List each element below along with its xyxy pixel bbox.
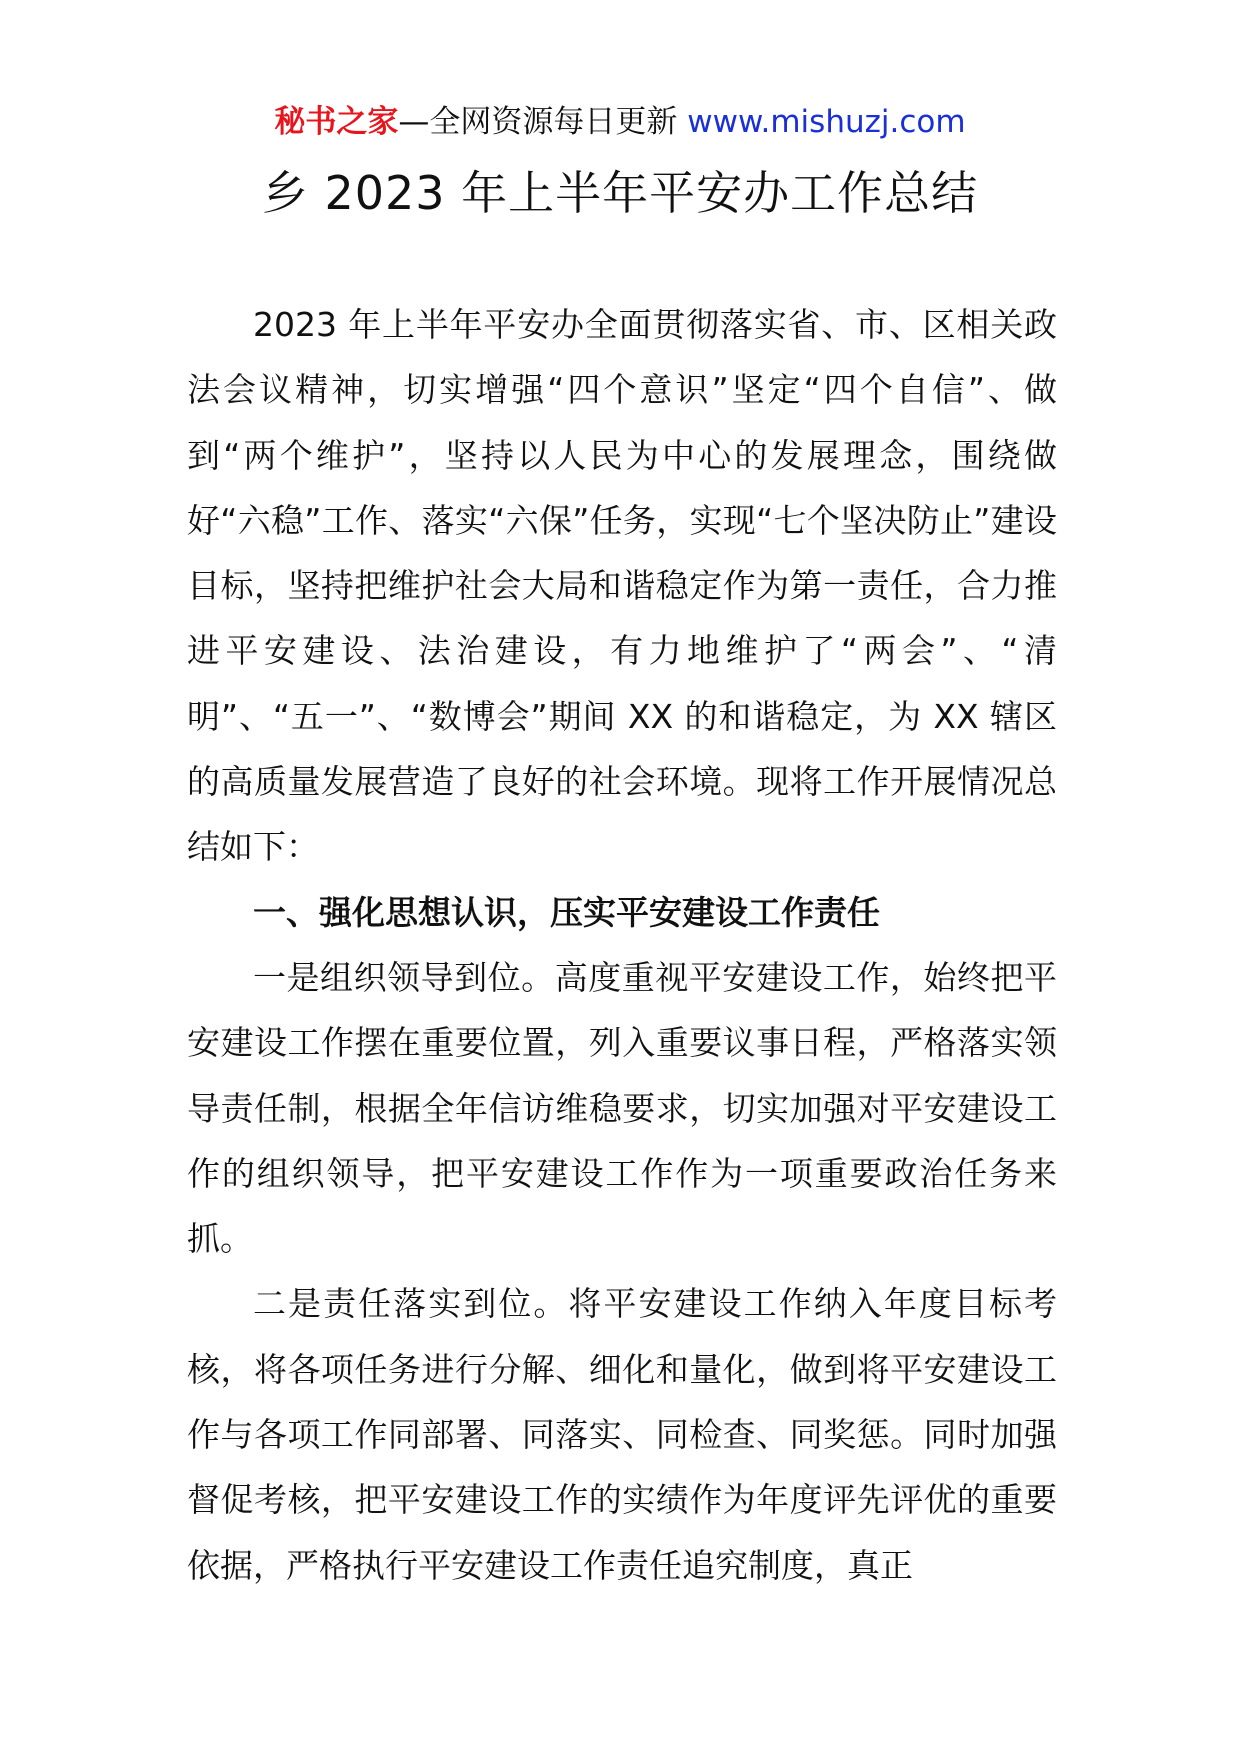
document-title: 乡 2023 年上半年平安办工作总结 <box>261 166 979 220</box>
brand-name: 秘书之家 <box>274 104 399 140</box>
body-paragraph: 一是组织领导到位。高度重视平安建设工作，始终把平安建设工作摆在重要位置，列入重要议事日程，严格落实领导责任制，根据全年信访维稳要求，切实加强对平安建设工作的组织领导，把平安建设工作作为一项重要政治任务来抓。 <box>187 957 1057 1259</box>
body-paragraph: 二是责任落实到位。将平安建设工作纳入年度目标考核，将各项任务进行分解、细化和量化，做到将平安建设工作与各项工作同部署、同落实、同检查、同奖惩。同时加强督促考核，把平安建设工作的实绩作为年度评先评优的重要依据，严格执行平安建设工作责任追究制度，真正 <box>187 1284 1057 1585</box>
header-tagline: —全网资源每日更新 <box>398 104 688 140</box>
site-header <box>0 100 1240 144</box>
intro-paragraph: 2023 年上半年平安办全面贯彻落实省、市、区相关政法会议精神，切实增强“四个意识”坚定“四个自信”、做到“两个维护”，坚持以人民为中心的发展理念，围绕做好“六稳”工作、落实“六保”任务，实现“七个坚决防止”建设目标，坚持把维护社会大局和谐稳定作为第一责任，合力推进平安建设、法治建设，有力地维护了“两会”、“清明”、“五一”、“数博会”期间 XX 的和谐稳定，为 XX 辖区的高质量发展营造了良好的社会环境。现将工作开展情况总结如下： <box>187 305 1057 867</box>
document-body <box>187 292 1057 1598</box>
site-url-link[interactable]: www.mishuzj.com <box>687 104 966 140</box>
section-heading: 一、强化思想认识，压实平安建设工作责任 <box>253 892 880 932</box>
